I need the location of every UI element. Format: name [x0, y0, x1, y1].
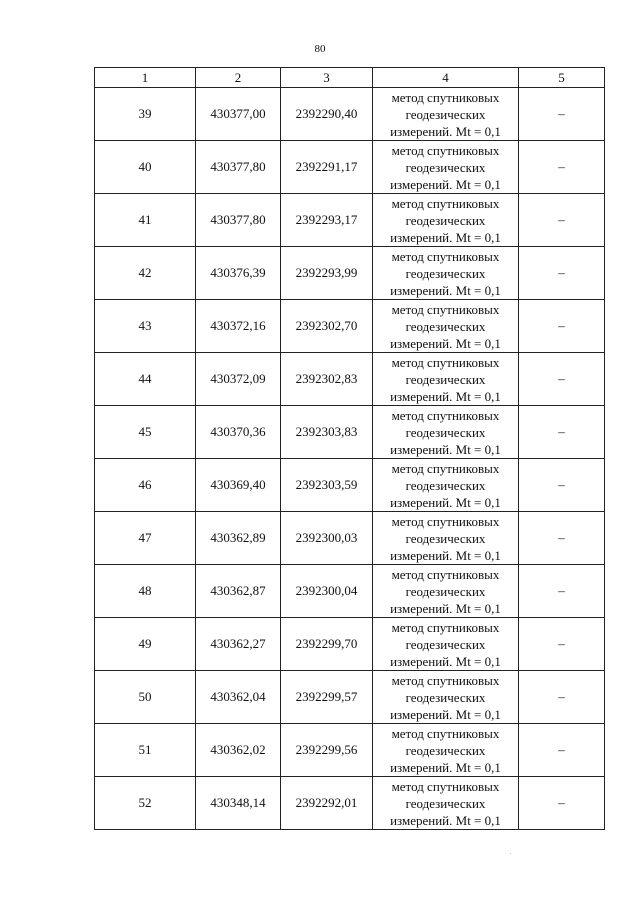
table-row — [95, 194, 605, 247]
point-number-cell: 52 — [95, 777, 196, 830]
note-cell: – — [519, 671, 605, 724]
table-row — [95, 141, 605, 194]
method-line: геодезических — [405, 212, 486, 228]
table-row — [95, 459, 605, 512]
method-line: измерений. Mt = 0,1 — [390, 123, 501, 139]
table-row — [95, 353, 605, 406]
method-line: геодезических — [405, 689, 486, 705]
y-coordinate-cell: 2392299,56 — [281, 724, 373, 777]
method-line: метод спутниковых — [391, 672, 500, 688]
table-row — [95, 88, 605, 141]
scan-speck — [510, 853, 511, 854]
method-line: геодезических — [405, 530, 486, 546]
method-line: геодезических — [405, 318, 486, 334]
table-row — [95, 777, 605, 830]
method-line: метод спутниковых — [391, 195, 500, 211]
method-cell — [373, 88, 519, 141]
y-coordinate-cell: 2392291,17 — [281, 141, 373, 194]
y-coordinate-cell: 2392290,40 — [281, 88, 373, 141]
method-line: геодезических — [405, 106, 486, 122]
method-line: геодезических — [405, 583, 486, 599]
column-header-1: 1 — [95, 68, 196, 88]
point-number-cell: 49 — [95, 618, 196, 671]
method-line: геодезических — [405, 371, 486, 387]
coordinates-table — [94, 67, 605, 830]
method-cell — [373, 618, 519, 671]
method-line: геодезических — [405, 477, 486, 493]
method-line: геодезических — [405, 265, 486, 281]
note-cell: – — [519, 406, 605, 459]
note-cell: – — [519, 247, 605, 300]
point-number-cell: 41 — [95, 194, 196, 247]
method-cell — [373, 512, 519, 565]
method-line: измерений. Mt = 0,1 — [390, 441, 501, 457]
point-number-cell: 45 — [95, 406, 196, 459]
method-cell — [373, 459, 519, 512]
point-number-cell: 44 — [95, 353, 196, 406]
point-number-cell: 43 — [95, 300, 196, 353]
method-line: геодезических — [405, 636, 486, 652]
table-row — [95, 406, 605, 459]
point-number-cell: 51 — [95, 724, 196, 777]
note-cell: – — [519, 565, 605, 618]
x-coordinate-cell: 430362,87 — [196, 565, 281, 618]
column-header-5: 5 — [519, 68, 605, 88]
method-line: метод спутниковых — [391, 142, 500, 158]
note-cell: – — [519, 194, 605, 247]
method-line: измерений. Mt = 0,1 — [390, 388, 501, 404]
point-number-cell: 47 — [95, 512, 196, 565]
table-header-row — [95, 68, 605, 88]
y-coordinate-cell: 2392293,17 — [281, 194, 373, 247]
method-line: метод спутниковых — [391, 407, 500, 423]
method-line: измерений. Mt = 0,1 — [390, 600, 501, 616]
note-cell: – — [519, 618, 605, 671]
column-header-4: 4 — [373, 68, 519, 88]
y-coordinate-cell: 2392303,83 — [281, 406, 373, 459]
note-cell: – — [519, 777, 605, 830]
method-line: метод спутниковых — [391, 619, 500, 635]
x-coordinate-cell: 430348,14 — [196, 777, 281, 830]
method-line: измерений. Mt = 0,1 — [390, 229, 501, 245]
method-line: измерений. Mt = 0,1 — [390, 547, 501, 563]
method-cell — [373, 247, 519, 300]
method-line: метод спутниковых — [391, 725, 500, 741]
column-header-3: 3 — [281, 68, 373, 88]
method-line: измерений. Mt = 0,1 — [390, 653, 501, 669]
x-coordinate-cell: 430362,27 — [196, 618, 281, 671]
note-cell: – — [519, 88, 605, 141]
point-number-cell: 50 — [95, 671, 196, 724]
method-cell — [373, 194, 519, 247]
table-row — [95, 247, 605, 300]
method-line: геодезических — [405, 424, 486, 440]
table-row — [95, 300, 605, 353]
note-cell: – — [519, 300, 605, 353]
table-row — [95, 565, 605, 618]
y-coordinate-cell: 2392303,59 — [281, 459, 373, 512]
method-line: геодезических — [405, 795, 486, 811]
method-line: метод спутниковых — [391, 89, 500, 105]
table-row — [95, 671, 605, 724]
y-coordinate-cell: 2392293,99 — [281, 247, 373, 300]
method-line: измерений. Mt = 0,1 — [390, 759, 501, 775]
column-header-2: 2 — [196, 68, 281, 88]
note-cell: – — [519, 353, 605, 406]
point-number-cell: 42 — [95, 247, 196, 300]
x-coordinate-cell: 430377,80 — [196, 194, 281, 247]
x-coordinate-cell: 430362,89 — [196, 512, 281, 565]
method-cell — [373, 671, 519, 724]
x-coordinate-cell: 430370,36 — [196, 406, 281, 459]
page-number: 80 — [314, 43, 326, 55]
note-cell: – — [519, 459, 605, 512]
method-line: измерений. Mt = 0,1 — [390, 812, 501, 828]
method-cell — [373, 141, 519, 194]
method-cell — [373, 300, 519, 353]
x-coordinate-cell: 430376,39 — [196, 247, 281, 300]
point-number-cell: 40 — [95, 141, 196, 194]
method-line: измерений. Mt = 0,1 — [390, 706, 501, 722]
method-line: геодезических — [405, 159, 486, 175]
method-line: метод спутниковых — [391, 513, 500, 529]
y-coordinate-cell: 2392299,70 — [281, 618, 373, 671]
method-line: измерений. Mt = 0,1 — [390, 176, 501, 192]
point-number-cell: 48 — [95, 565, 196, 618]
x-coordinate-cell: 430369,40 — [196, 459, 281, 512]
method-line: измерений. Mt = 0,1 — [390, 335, 501, 351]
method-line: метод спутниковых — [391, 248, 500, 264]
x-coordinate-cell: 430362,02 — [196, 724, 281, 777]
note-cell: – — [519, 141, 605, 194]
note-cell: – — [519, 512, 605, 565]
y-coordinate-cell: 2392300,04 — [281, 565, 373, 618]
method-cell — [373, 777, 519, 830]
table-row — [95, 618, 605, 671]
y-coordinate-cell: 2392299,57 — [281, 671, 373, 724]
x-coordinate-cell: 430372,09 — [196, 353, 281, 406]
y-coordinate-cell: 2392292,01 — [281, 777, 373, 830]
method-cell — [373, 565, 519, 618]
x-coordinate-cell: 430372,16 — [196, 300, 281, 353]
method-cell — [373, 406, 519, 459]
y-coordinate-cell: 2392302,83 — [281, 353, 373, 406]
x-coordinate-cell: 430377,00 — [196, 88, 281, 141]
note-cell: – — [519, 724, 605, 777]
point-number-cell: 39 — [95, 88, 196, 141]
method-cell — [373, 353, 519, 406]
y-coordinate-cell: 2392300,03 — [281, 512, 373, 565]
method-cell — [373, 724, 519, 777]
method-line: геодезических — [405, 742, 486, 758]
method-line: измерений. Mt = 0,1 — [390, 494, 501, 510]
y-coordinate-cell: 2392302,70 — [281, 300, 373, 353]
x-coordinate-cell: 430362,04 — [196, 671, 281, 724]
method-line: метод спутниковых — [391, 460, 500, 476]
table-row — [95, 512, 605, 565]
method-line: измерений. Mt = 0,1 — [390, 282, 501, 298]
method-line: метод спутниковых — [391, 301, 500, 317]
method-line: метод спутниковых — [391, 778, 500, 794]
method-line: метод спутниковых — [391, 566, 500, 582]
point-number-cell: 46 — [95, 459, 196, 512]
x-coordinate-cell: 430377,80 — [196, 141, 281, 194]
method-line: метод спутниковых — [391, 354, 500, 370]
table-row — [95, 724, 605, 777]
